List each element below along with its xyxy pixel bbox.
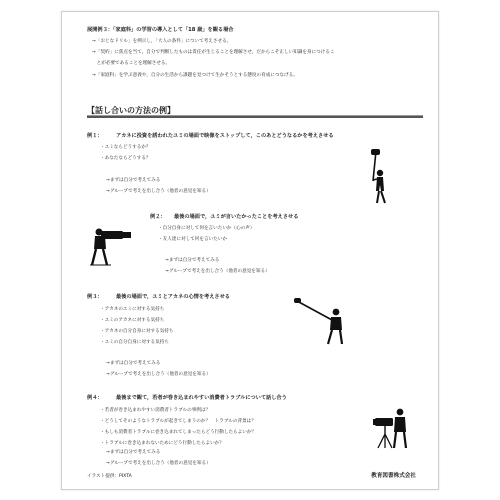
illustration-credit: イラスト提供：PIXTA: [87, 474, 132, 479]
intro-line: →「家庭科」を学ぶ意義や，自分の生活から課題を見つけて生かそうとする態度の育成につなげる。: [92, 73, 298, 78]
intro-line: →「おとなドリル」を例示し，「大人の条件」について考えさせる。: [92, 39, 232, 44]
example-step: →グループで考えを出し合う（他者の意見を知る）: [106, 372, 211, 377]
example-step: →まずは自分で考えてみる: [165, 258, 220, 263]
example-item: ・アカネのユミに対する気持ち: [100, 307, 165, 312]
example-label: 例２：: [150, 214, 166, 220]
example-item: ・もしも消費者トラブルに巻き込まれてしまったらどう行動したらよいか？: [100, 430, 257, 435]
example-title: アカネに投資を誘われたユミの場面で映像をストップして，このあとどうなるかを考えさせる: [116, 133, 334, 139]
example-item: ・若者が巻き込まれやすい消費者トラブルの事例は？: [100, 408, 211, 413]
example-label: 例１：: [87, 133, 103, 139]
worksheet-page: [61, 11, 439, 490]
example-step: →まずは自分で考えてみる: [106, 361, 161, 366]
example-step: →グループで考えを出し合う（他者の意見を知る）: [106, 461, 211, 466]
example-item: ・どうしてそのようなトラブルが起きてしまうのか？ トラブルの背景は？: [100, 419, 256, 424]
camera-tripod-operator-icon: [373, 406, 411, 450]
example-item: ・ユミのアカネに対する気持ち: [100, 318, 165, 323]
example-title: 最後まで観て，若者が巻き込まれやすい消費者トラブルについて話し合う: [116, 395, 287, 401]
example-title: 最後の場面で，ユミとアカネの心情を考えさせる: [116, 294, 230, 300]
intro-title: 展開例３：「家庭科」の学習の導入として「18 歳」を観る場合: [87, 27, 234, 33]
intro-line: とが必要であることを理解させる。: [92, 61, 171, 66]
example-step: →まずは自分で考えてみる: [106, 450, 161, 455]
example-item: ・自分自身に対して何を言いたいか（心の声）: [158, 226, 255, 231]
heading-underline: [87, 116, 423, 118]
publisher-name: 教育図書株式会社: [371, 473, 416, 479]
example-step: →グループで考えを出し合う（他者の意見を知る）: [106, 189, 211, 194]
example-item: ・ユミならどうするか？: [100, 145, 151, 150]
example-step: →グループで考えを出し合う（他者の意見を知る）: [165, 269, 270, 274]
example-step: →まずは自分で考えてみる: [106, 178, 161, 183]
example-label: 例４：: [87, 395, 103, 401]
boom-mic-holder-icon: [294, 298, 346, 346]
example-label: 例３：: [87, 294, 103, 300]
example-title: 最後の場面で，ユミが言いたかったことを考えさせる: [174, 214, 299, 220]
example-item: ・トラブルに巻き込まれないためにどう行動したらよいか？: [100, 441, 224, 446]
example-item: ・あなたならどうする？: [100, 156, 151, 161]
intro-line: →「契約」に焦点を当て，自分で判断したものは責任が生じることを理解させ，だからこそ正しい知識を身につけるこ: [92, 50, 335, 55]
example-item: ・ユミの自分自身に対する気持ち: [100, 340, 169, 345]
section-heading: 【話し合いの方法の例】: [87, 106, 423, 116]
example-item: ・友人達に対して何を言いたいか: [158, 237, 227, 242]
example-item: ・アカネの自分自身に対する気持ち: [100, 329, 174, 334]
boom-mic-operator-icon: [359, 149, 393, 205]
cameraman-icon: [89, 225, 139, 267]
